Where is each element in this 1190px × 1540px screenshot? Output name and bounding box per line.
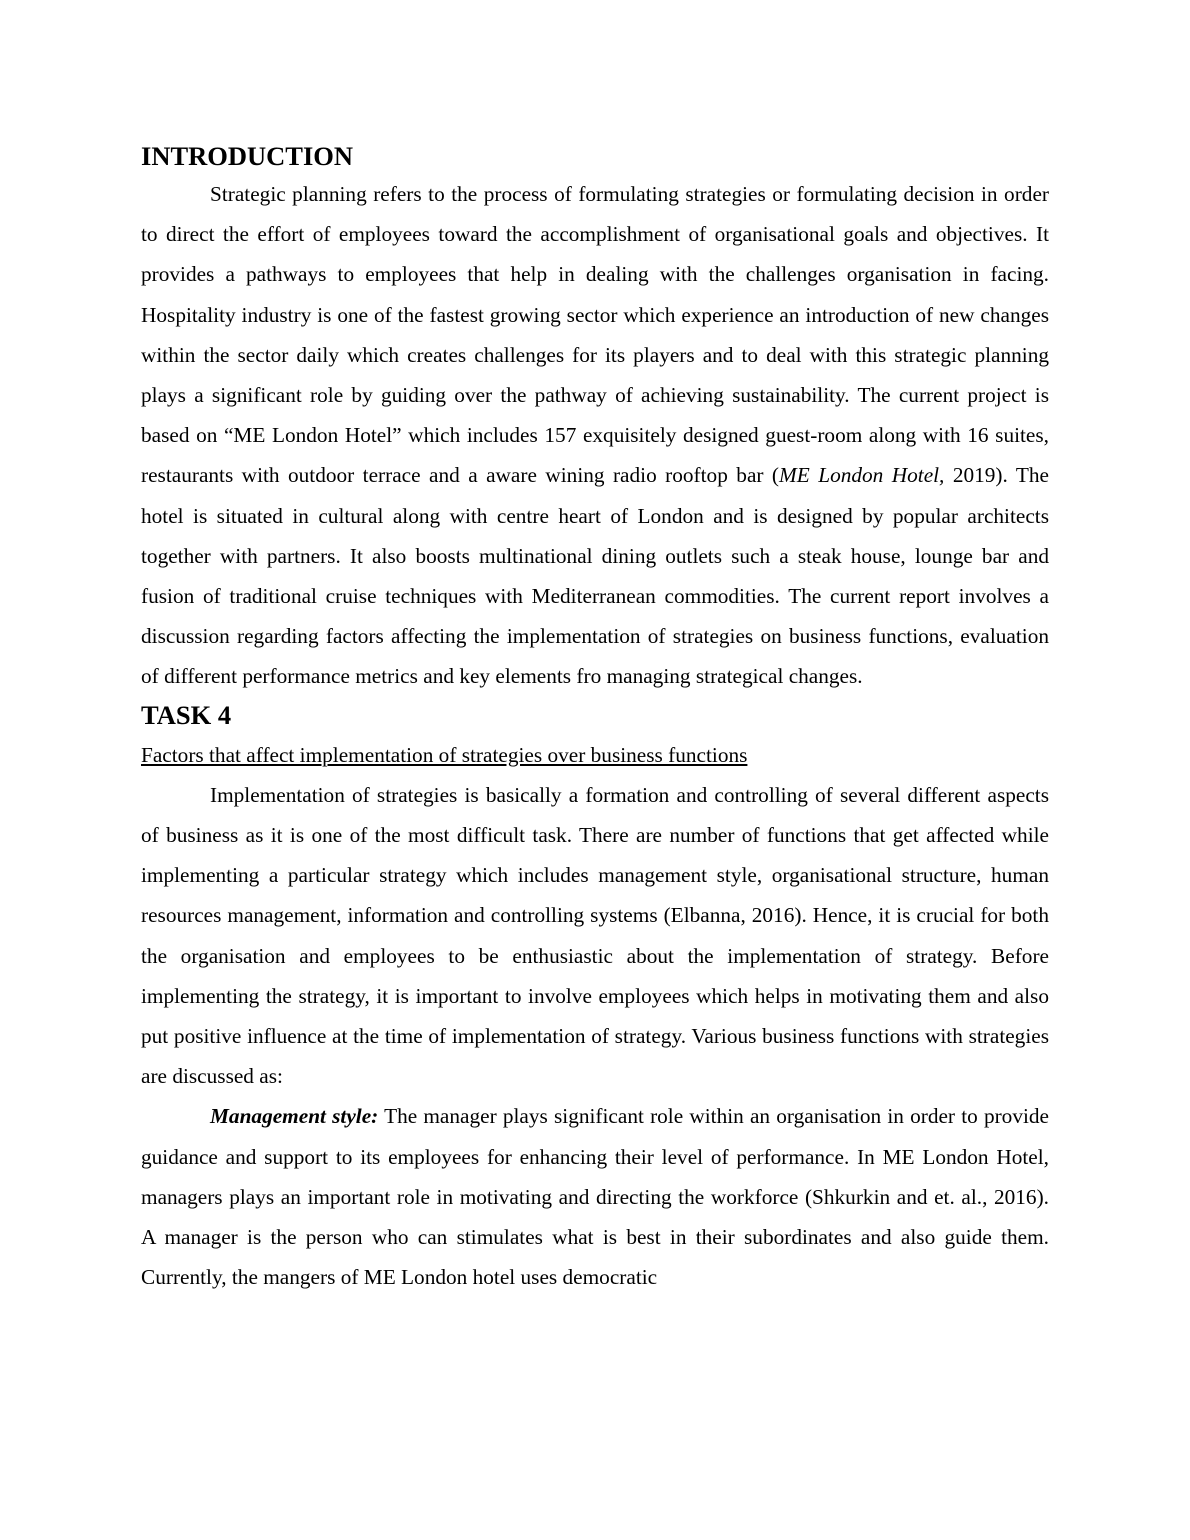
management-style-label: Management style: bbox=[210, 1104, 379, 1129]
introduction-text-part2: 2019). The hotel is situated in cultural along with centre heart of London and is designed by popular architects together with partners. It also boosts multinational dining outlets such a steak house, lounge bar and fusion of traditional cruise techniques with Mediterranean commodities. The current report involves a discussion regarding factors affecting the implementation of strategies on business functions, evaluation of different performance metrics and key elements fro managing strategical changes. bbox=[141, 463, 1050, 689]
introduction-paragraph bbox=[141, 174, 1049, 697]
introduction-citation: ME London Hotel, bbox=[779, 463, 945, 488]
task4-subheading: Factors that affect implementation of strategies over business functions bbox=[141, 742, 748, 767]
management-style-paragraph bbox=[141, 1096, 1049, 1297]
task4-heading: TASK 4 bbox=[141, 699, 232, 730]
introduction-text-part1: Strategic planning refers to the process of formulating strategies or formulating decision in order to direct the effort of employees toward the accomplishment of organisational goals and objectives. It provides a pathways to employees that help in dealing with the challenges organisation in facing. Hospitality industry is one of the fastest growing sector which experience an introduction of new changes within the sector daily which creates challenges for its players and to deal with this strategic planning plays a significant role by guiding over the pathway of achieving sustainability. The current project is based on “ME London Hotel” which includes 157 exquisitely designed guest-room along with 16 suites, restaurants with outdoor terrace and a aware wining radio rooftop bar ( bbox=[141, 182, 1049, 488]
introduction-heading: INTRODUCTION bbox=[141, 141, 354, 171]
management-style-text: The manager plays significant role within an organisation in order to provide guidance and support to its employees for enhancing their level of performance. In ME London Hotel, managers plays an important role in motivating and directing the workforce (Shkurkin and et. al., 2016). A manager is the person who can stimulates what is best in their subordinates and also guide them. Currently, the mangers of ME London hotel uses democratic bbox=[141, 1104, 1049, 1290]
task4-paragraph-1: Implementation of strategies is basically a formation and controlling of several different aspects of business as it is one of the most difficult task. There are number of functions that get affected while implementing a particular strategy which includes management style, organisational structure, human resources management, information and controlling systems (Elbanna, 2016). Hence, it is crucial for both the organisation and employees to be enthusiastic about the implementation of strategy. Before implementing the strategy, it is important to involve employees which helps in motivating them and also put positive influence at the time of implementation of strategy. Various business functions with strategies are discussed as: bbox=[141, 782, 1049, 1089]
document-page bbox=[141, 138, 1049, 1297]
